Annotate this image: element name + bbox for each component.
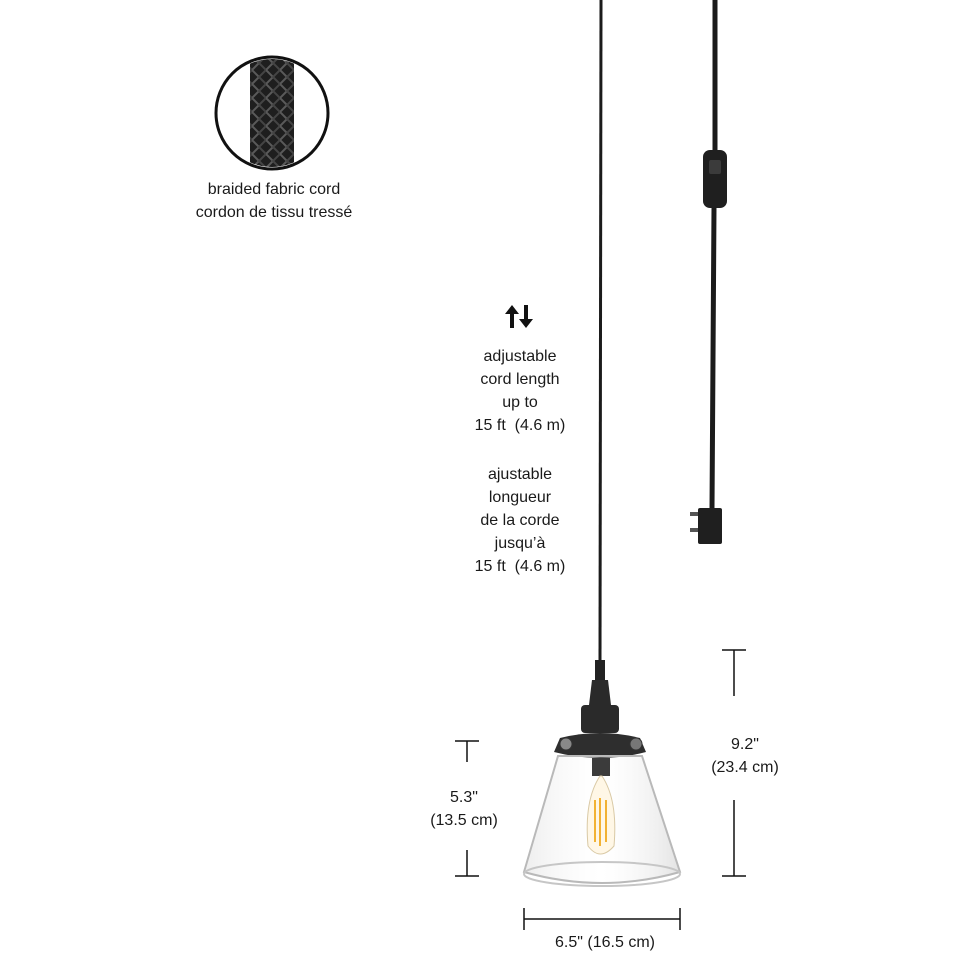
total-height-in: 9.2" [731,736,759,753]
total-height-cm: (23.4 cm) [711,759,779,776]
cord-length-fr-line: longueur [488,489,552,506]
cord-length-en-line: up to [502,394,538,411]
shade-width-label: 6.5" (16.5 cm) [555,934,655,951]
pendant-lamp [524,660,680,886]
cord-label-en: braided fabric cord [207,181,341,198]
total-height-label [705,733,785,779]
cord-label-fr: cordon de tissu tressé [195,204,353,221]
up-down-arrows-icon [505,305,533,328]
cord-length-en-line: adjustable [483,348,557,365]
braided-cord-closeup [250,50,294,180]
socket-cap [581,705,619,733]
thumb-screw [560,738,572,750]
cord-length-fr-line: de la corde [480,512,560,529]
thumb-screw [630,738,642,750]
cord-length-label-fr [420,463,620,578]
shade-width-dimension [524,908,680,930]
cord-length-fr-line: 15 ft (4.6 m) [474,558,566,575]
shade-height-in: 5.3" [450,789,478,806]
braided-cord-callout [216,50,328,180]
cord-callout-label [174,178,374,224]
power-cord [690,0,727,544]
inline-switch [703,150,727,208]
bulb-base [592,758,610,776]
power-cord-line [712,0,715,508]
cord-length-label-en [420,345,620,437]
plug-prong [690,528,698,532]
socket-neck [589,680,611,705]
cord-length-en-line: cord length [480,371,560,388]
shade-height-label [424,786,504,832]
switch-rocker [709,160,721,174]
cord-length-fr-line: ajustable [487,466,553,483]
cord-length-en-line: 15 ft (4.6 m) [474,417,566,434]
cord-length-fr-line: jusqu’à [494,535,546,552]
cord-grip [595,660,605,680]
plug-prong [690,512,698,516]
shade-height-cm: (13.5 cm) [430,812,498,829]
plug [698,508,722,544]
